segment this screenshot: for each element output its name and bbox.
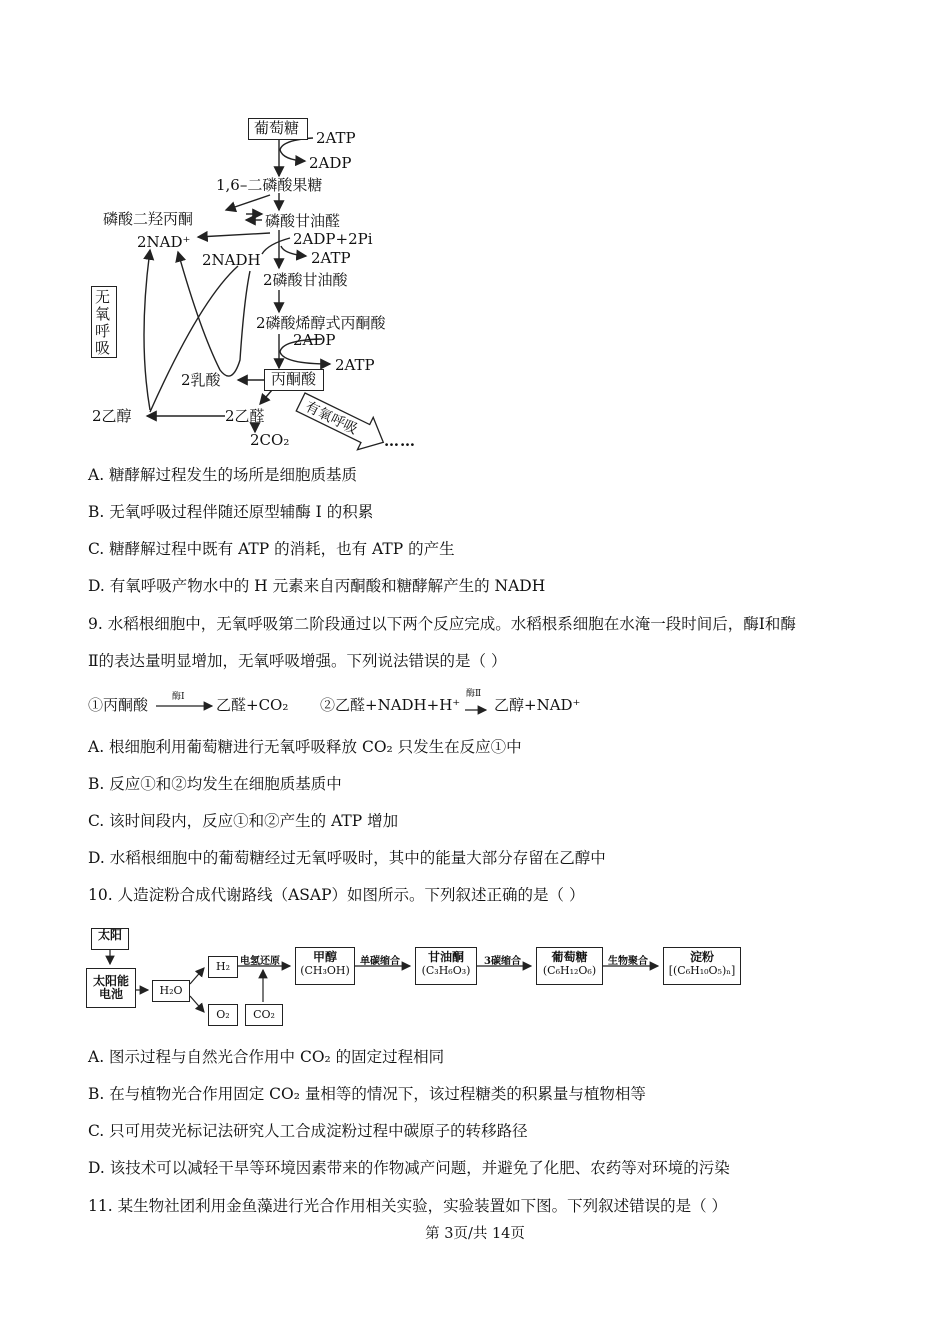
atp1-label: 2ATP	[311, 249, 351, 267]
q8-option-c: C. 糖酵解过程中既有 ATP 的消耗，也有 ATP 的产生	[88, 540, 455, 558]
bpg-label: 2磷酸甘油酸	[263, 271, 348, 289]
co2-box	[245, 1004, 283, 1026]
o2-label: O₂	[216, 1008, 230, 1021]
rx2-enzyme: 酶Ⅱ	[466, 689, 482, 699]
step2-label: 单碳缩合	[360, 956, 400, 967]
q9-option-d: D. 水稻根细胞中的葡萄糖经过无氧呼吸时，其中的能量大部分存留在乙醇中	[88, 849, 606, 867]
q11-stem: 11. 某生物社团利用金鱼藻进行光合作用相关实验，实验装置如下图。下列叙述错误的是（ ）	[88, 1197, 728, 1215]
glucose-asap-box	[536, 947, 603, 985]
rx2-right: 乙醇+NAD⁺	[494, 696, 581, 714]
anaerobic-label: 无氧呼吸	[95, 288, 111, 357]
methanol-formula: (CH₃OH)	[300, 964, 350, 977]
co2-label: 2CO₂	[250, 431, 290, 449]
h2o-box	[152, 980, 190, 1002]
rx1-left: ①丙酮酸	[88, 696, 149, 714]
h2o-label: H₂O	[159, 984, 183, 997]
q9-option-a: A. 根细胞利用葡萄糖进行无氧呼吸释放 CO₂ 只发生在反应①中	[88, 738, 522, 756]
co2-input-label: CO₂	[253, 1008, 275, 1021]
step1-label: 电氢还原	[240, 956, 280, 967]
dha-formula: (C₃H₆O₃)	[421, 964, 471, 977]
dhap-label: 磷酸二羟丙酮	[103, 210, 194, 228]
q9-stem-line1: 9. 水稻根细胞中，无氧呼吸第二阶段通过以下两个反应完成。水稻根系细胞在水淹一段时间后，酶Ⅰ和酶	[88, 615, 796, 633]
rx1-enzyme: 酶Ⅰ	[172, 692, 185, 702]
starch-formula: [(C₆H₁₀O₅)ₙ]	[668, 964, 736, 977]
q9-option-c: C. 该时间段内，反应①和②产生的 ATP 增加	[88, 812, 399, 830]
q8-option-b: B. 无氧呼吸过程伴随还原型辅酶 I 的积累	[88, 503, 374, 521]
glucose-asap-label: 葡萄糖	[551, 950, 588, 964]
adp2-label: 2ADP	[293, 331, 336, 349]
q9-option-b: B. 反应①和②均发生在细胞质基质中	[88, 775, 342, 793]
atp2-label: 2ATP	[335, 356, 375, 374]
h2-box	[208, 956, 238, 978]
page-footer: 第 3页/共 14页	[425, 1226, 525, 1242]
fbp-label: 1,6–二磷酸果糖	[216, 176, 323, 194]
q10-option-a: A. 图示过程与自然光合作用中 CO₂ 的固定过程相同	[88, 1048, 445, 1066]
o2-box	[208, 1004, 238, 1026]
lactate-label: 2乳酸	[181, 371, 221, 389]
q10-option-c: C. 只可用荧光标记法研究人工合成淀粉过程中碳原子的转移路径	[88, 1122, 528, 1140]
adp-out-label: 2ADP	[309, 154, 352, 172]
nad-label: 2NAD⁺	[137, 233, 191, 251]
starch-label: 淀粉	[689, 950, 714, 964]
glucose-label: 葡萄糖	[254, 119, 300, 137]
glucose-asap-formula: (C₆H₁₂O₆)	[542, 964, 597, 977]
step4-label: 生物聚合	[608, 956, 648, 967]
glycolysis-arrows	[0, 0, 950, 460]
step3-label: 3碳缩合	[484, 956, 521, 967]
dha-box	[415, 947, 477, 985]
g3p-label: 磷酸甘油醛	[265, 212, 341, 230]
methanol-box	[295, 947, 355, 985]
continuation-dots: ……	[384, 432, 416, 450]
q8-option-a: A. 糖酵解过程发生的场所是细胞质基质	[88, 466, 358, 484]
q10-option-b: B. 在与植物光合作用固定 CO₂ 量相等的情况下，该过程糖类的积累量与植物相等	[88, 1085, 646, 1103]
rx1-right: 乙醛+CO₂	[216, 696, 289, 714]
h2-label: H₂	[215, 960, 230, 973]
rx2-left: ②乙醛+NADH+H⁺	[320, 696, 461, 714]
adp-pi-label: 2ADP+2Pi	[293, 230, 373, 248]
q10-option-d: D. 该技术可以减轻干旱等环境因素带来的作物减产问题，并避免了化肥、农药等对环境的污染	[88, 1159, 730, 1177]
sun-box	[91, 928, 129, 950]
sun-label: 太阳	[97, 928, 122, 942]
acetaldehyde-label: 2乙醛	[225, 407, 265, 425]
aerobic-label: 有氧呼吸	[302, 398, 360, 438]
q8-option-d: D. 有氧呼吸产物水中的 H 元素来自丙酮酸和糖酵解产生的 NADH	[88, 577, 546, 595]
atp-in-label: 2ATP	[316, 129, 356, 147]
pep-label: 2磷酸烯醇式丙酮酸	[256, 314, 386, 332]
solar-cell-label: 太阳能电池	[92, 974, 129, 1001]
ethanol-label: 2乙醇	[92, 407, 132, 425]
q9-stem-line2: Ⅱ的表达量明显增加，无氧呼吸增强。下列说法错误的是（ ）	[88, 652, 507, 670]
pyruvate-label: 丙酮酸	[271, 370, 317, 388]
nadh-label: 2NADH	[202, 251, 261, 269]
starch-box	[663, 947, 741, 985]
dha-label: 甘油酮	[427, 950, 464, 964]
methanol-label: 甲醇	[312, 950, 337, 964]
q10-stem: 10. 人造淀粉合成代谢路线（ASAP）如图所示。下列叙述正确的是（ ）	[88, 886, 585, 904]
solar-cell-box	[86, 968, 136, 1008]
